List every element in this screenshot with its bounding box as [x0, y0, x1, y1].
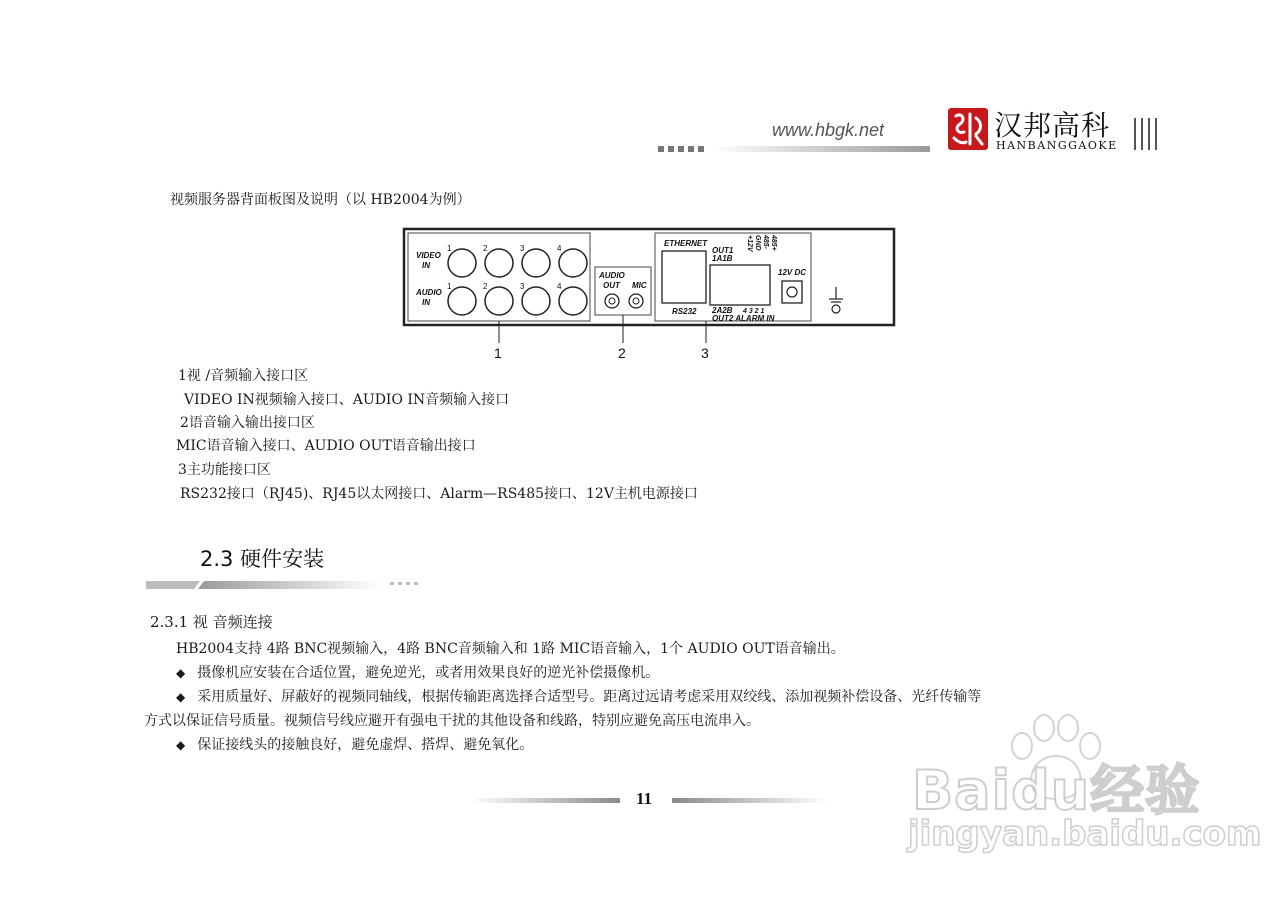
- brand-name-cn: 汉邦高科: [994, 109, 1111, 142]
- footer-rule-left: [470, 798, 620, 803]
- video-in-label-2: IN: [422, 261, 430, 270]
- video-port-number: 3: [520, 244, 525, 253]
- mic-label: MIC: [632, 281, 647, 290]
- description-line: RS232接口（RJ45)、RJ45以太网接口、Alarm—RS485接口、12V主机电源接口: [180, 486, 698, 502]
- bullet-text: 采用质量好、屏蔽好的视频同轴线，根据传输距离选择合适型号。距离过远请考虑采用双绞线、添加视频补偿设备、光纤传输等: [197, 689, 982, 705]
- bullet-diamond-icon: ◆: [176, 738, 186, 752]
- description-line: 3主功能接口区: [178, 462, 271, 478]
- audio-in-label: AUDIO: [416, 288, 442, 297]
- description-line: MIC语音输入接口、AUDIO OUT语音输出接口: [176, 438, 476, 454]
- bullet-text: 保证接线头的接触良好，避免虚焊、搭焊、避免氧化。: [197, 737, 534, 753]
- audio-out-label-2: OUT: [603, 281, 620, 290]
- out1-label: OUT1: [712, 246, 734, 255]
- panel-caption: 视频服务器背面板图及说明（以 HB2004为例）: [170, 192, 471, 208]
- header-bars-ornament: [1132, 118, 1160, 150]
- video-in-label: VIDEO: [416, 251, 441, 260]
- alarm-pins-label: 4 3 2 1: [743, 308, 765, 315]
- bullet-continuation: 方式以保证信号质量。视频信号线应避开有强电干扰的其他设备和线路，特别应避免高压电流串入。: [144, 713, 760, 729]
- section-heading: 2.3 硬件安装: [200, 547, 325, 571]
- pin-label-gnd: GND: [754, 235, 761, 251]
- bullet-text: 摄像机应安装在合适位置，避免逆光，或者用效果良好的逆光补偿摄像机。: [197, 665, 660, 681]
- callout-2: 2: [618, 345, 626, 361]
- callout-1: 1: [494, 345, 502, 361]
- description-line: 2语音输入输出接口区: [180, 415, 315, 431]
- description-line: 1视 /音频输入接口区: [178, 368, 309, 384]
- header-dotted-rule: [658, 146, 708, 152]
- bullet-diamond-icon: ◆: [176, 690, 186, 704]
- brand-logo-icon: [948, 108, 988, 150]
- page-number: 11: [636, 789, 653, 808]
- ethernet-label: ETHERNET: [664, 239, 708, 248]
- bullet-item: [176, 734, 533, 754]
- watermark-sub: jingyan.baidu.com: [908, 814, 1262, 854]
- watermark-main: Baidu经验: [912, 759, 1201, 822]
- bullet-item: [176, 662, 659, 682]
- audio-port-number: 3: [520, 282, 525, 291]
- brand-name-en: HANBANGGAOKE: [996, 139, 1118, 152]
- video-port-number: 4: [557, 244, 562, 253]
- bullet-diamond-icon: ◆: [176, 666, 186, 680]
- subsection-heading: 2.3.1 视 音频连接: [150, 613, 273, 631]
- pin-label-12v: +12V: [746, 235, 753, 252]
- audio-port-number: 4: [557, 282, 562, 291]
- audio-port-number: 1: [447, 282, 452, 291]
- video-port-number: 1: [447, 244, 452, 253]
- out2-pins-label: 2A2B: [712, 306, 733, 315]
- audio-port-number: 2: [483, 282, 488, 291]
- rs232-label: RS232: [672, 307, 697, 316]
- out1-pins-label: 1A1B: [712, 254, 733, 263]
- video-port-number: 2: [483, 244, 488, 253]
- dc-label: 12V DC: [778, 268, 807, 277]
- rear-panel-diagram: [400, 225, 900, 365]
- audio-out-label: AUDIO: [599, 271, 625, 280]
- callout-3: 3: [701, 345, 709, 361]
- bullet-item: [176, 686, 981, 706]
- header-gradient-rule: [712, 146, 930, 152]
- pin-label-485m: 485-: [762, 235, 769, 250]
- site-url: www.hbgk.net: [772, 120, 885, 140]
- intro-paragraph: HB2004支持 4路 BNC视频输入，4路 BNC音频输入和 1路 MIC语音输入，1个 AUDIO OUT语音输出。: [176, 641, 845, 657]
- pin-label-485p: 485+: [770, 235, 777, 251]
- description-line: VIDEO IN视频输入接口、AUDIO IN音频输入接口: [184, 392, 510, 408]
- footer-rule-right: [672, 798, 828, 803]
- heading-underline-ornament: [146, 578, 466, 592]
- out2-alarm-label: OUT2 ALARM IN: [712, 314, 775, 323]
- audio-in-label-2: IN: [422, 298, 430, 307]
